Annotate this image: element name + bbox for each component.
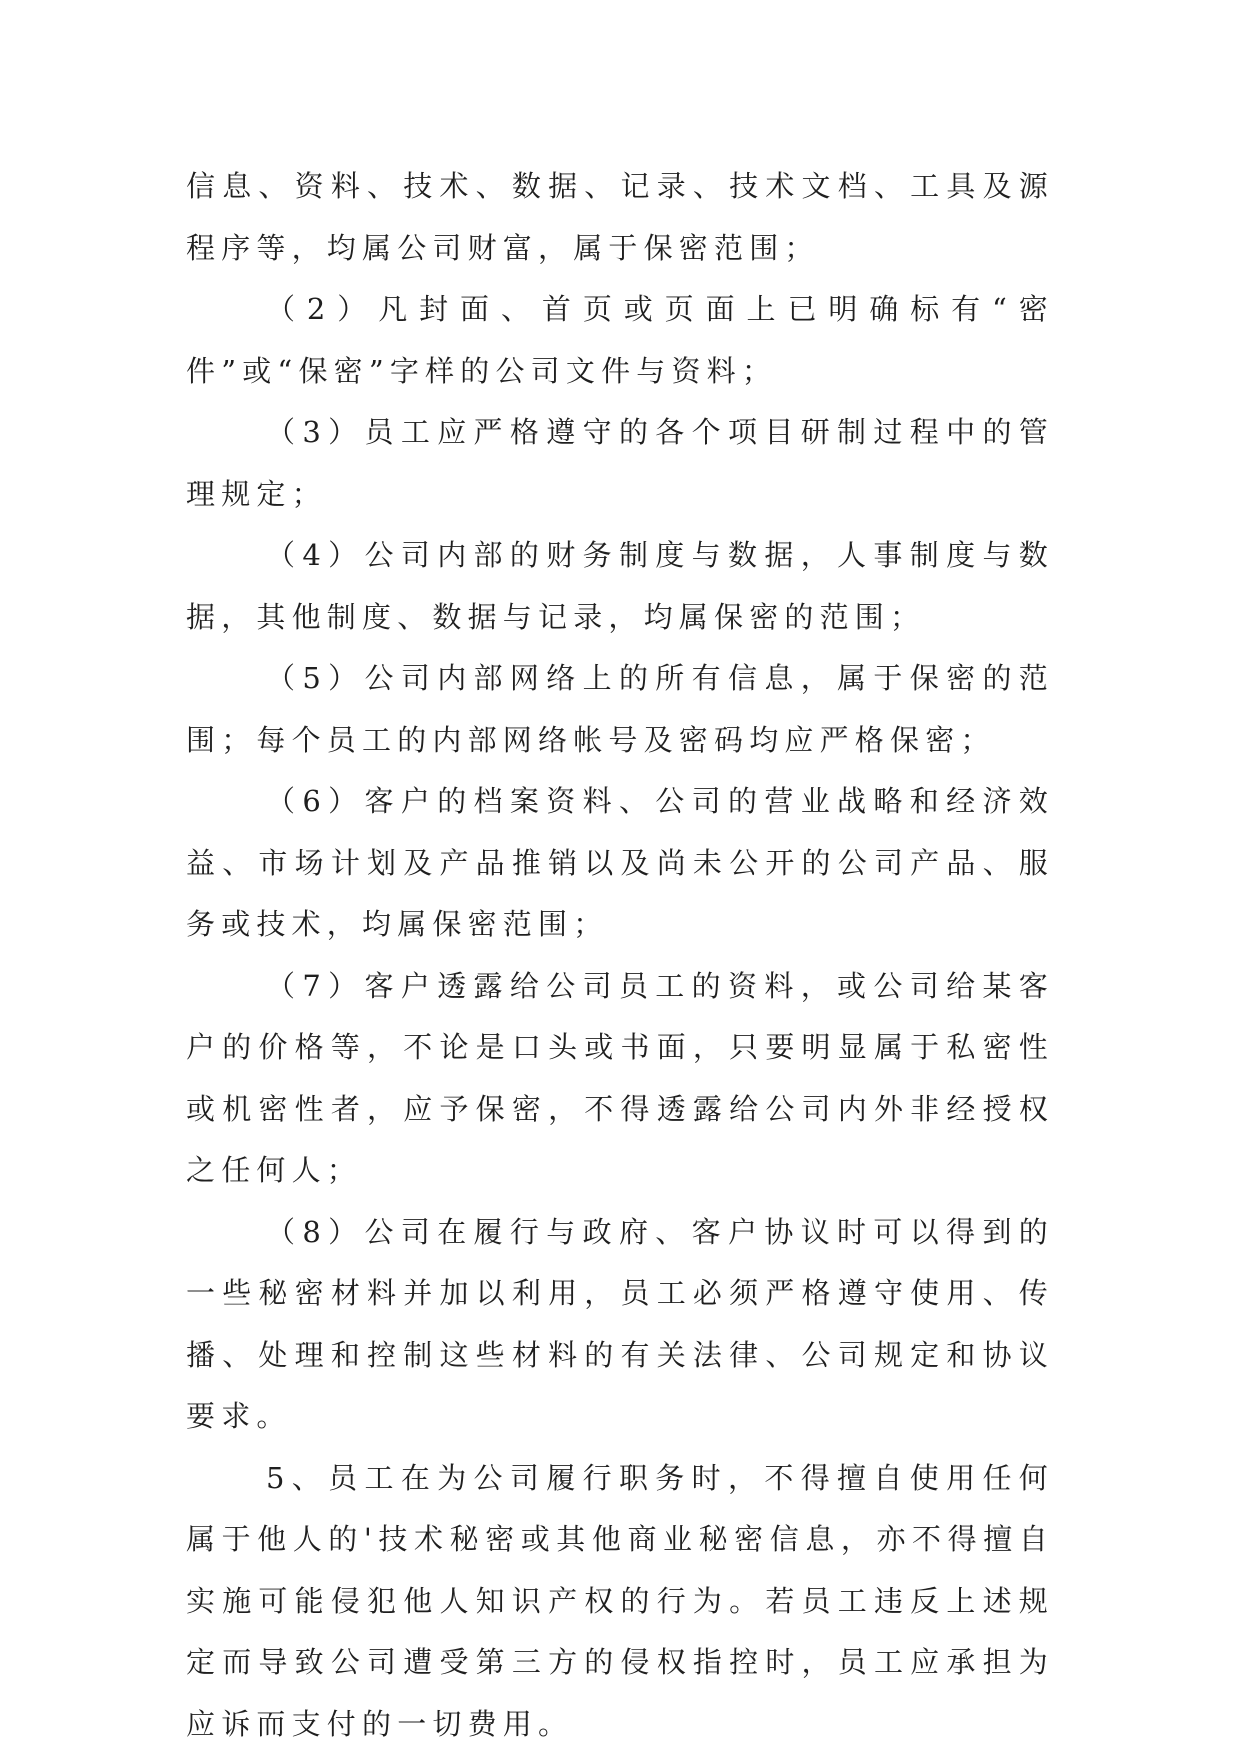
document-body xyxy=(186,156,1054,1755)
paragraph-item-3-project-rules: （3）员工应严格遵守的各个项目研制过程中的管理规定； xyxy=(186,402,1054,525)
paragraph-item-4-internal-finance: （4）公司内部的财务制度与数据，人事制度与数据，其他制度、数据与记录，均属保密的范围； xyxy=(186,525,1054,648)
paragraph-item-5-network-info: （5）公司内部网络上的所有信息，属于保密的范围；每个员工的内部网络帐号及密码均应严格保密； xyxy=(186,648,1054,771)
paragraph-item-7-customer-disclosure: （7）客户透露给公司员工的资料，或公司给某客户的价格等，不论是口头或书面，只要明显属于私密性或机密性者，应予保密，不得透露给公司内外非经授权之任何人； xyxy=(186,956,1054,1202)
paragraph-continued-confidential-scope: 信息、资料、技术、数据、记录、技术文档、工具及源程序等，均属公司财富，属于保密范围； xyxy=(186,156,1054,279)
paragraph-item-6-customer-archives: （6）客户的档案资料、公司的营业战略和经济效益、市场计划及产品推销以及尚未公开的公司产品、服务或技术，均属保密范围； xyxy=(186,771,1054,956)
paragraph-clause-5-ip-infringement: 5、员工在为公司履行职务时，不得擅自使用任何属于他人的'技术秘密或其他商业秘密信息，亦不得擅自实施可能侵犯他人知识产权的行为。若员工违反上述规定而导致公司遭受第三方的侵权指控时，员工应承担为应诉而支付的一切费用。 xyxy=(186,1448,1054,1755)
paragraph-item-2-marked-confidential: （2）凡封面、首页或页面上已明确标有“密件”或“保密”字样的公司文件与资料； xyxy=(186,279,1054,402)
paragraph-item-8-secret-materials: （8）公司在履行与政府、客户协议时可以得到的一些秘密材料并加以利用，员工必须严格遵守使用、传播、处理和控制这些材料的有关法律、公司规定和协议要求。 xyxy=(186,1202,1054,1448)
